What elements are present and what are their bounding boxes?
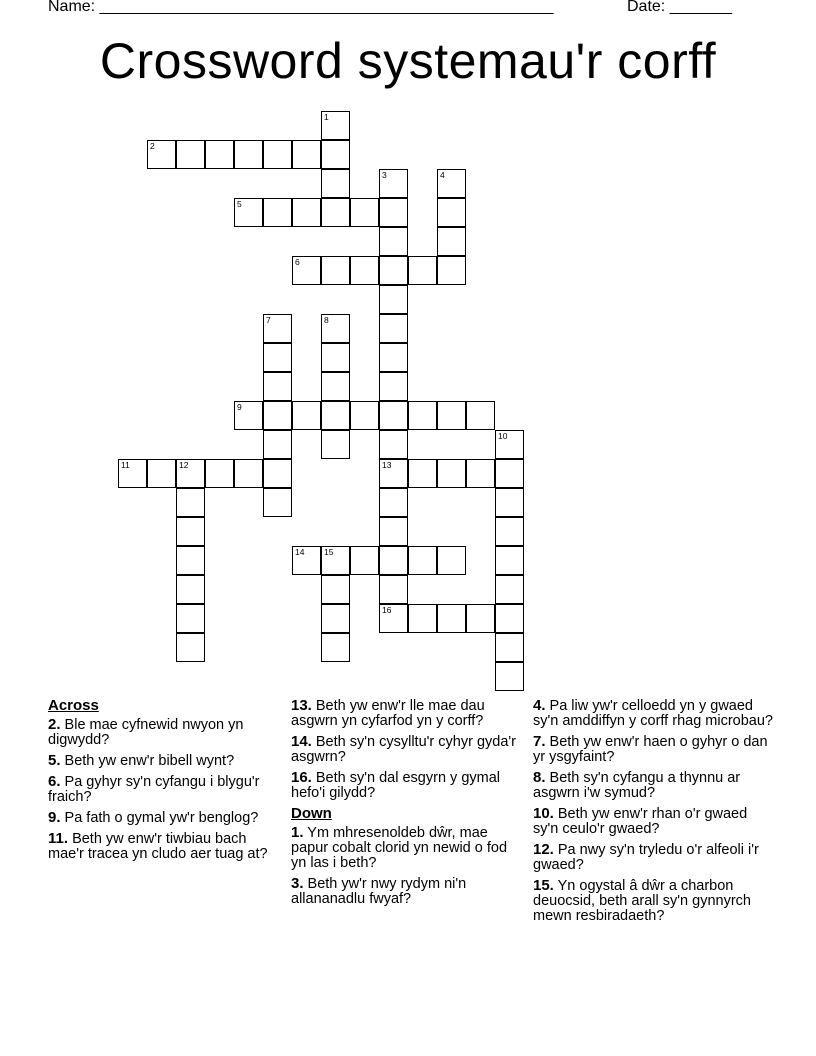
clues-column-1 xyxy=(48,698,273,867)
crossword-cell[interactable] xyxy=(321,430,350,459)
crossword-cell[interactable] xyxy=(408,256,437,285)
crossword-cell[interactable] xyxy=(234,198,263,227)
cell-number: 2 xyxy=(150,141,155,151)
crossword-cell[interactable] xyxy=(321,401,350,430)
clue-text: Pa liw yw'r celloedd yn y gwaed sy'n amddiffyn y corff rhag microbau? xyxy=(533,698,773,729)
crossword-cell[interactable] xyxy=(263,401,292,430)
clue-across-16 xyxy=(291,770,521,801)
crossword-cell[interactable] xyxy=(408,459,437,488)
cell-number: 12 xyxy=(179,460,189,470)
clue-number: 7. xyxy=(533,733,546,750)
crossword-cell[interactable] xyxy=(234,140,263,169)
clue-across-6 xyxy=(48,774,273,805)
crossword-cell[interactable] xyxy=(292,140,321,169)
crossword-cell[interactable] xyxy=(350,401,379,430)
date-field-label: Date: _______ xyxy=(627,0,732,15)
clue-across-5 xyxy=(48,753,273,769)
crossword-cell[interactable] xyxy=(437,256,466,285)
clue-text: Yn ogystal â dŵr a charbon deuocsid, beth arall sy'n gynnyrch mewn resbiradaeth? xyxy=(533,878,751,924)
clue-down-3 xyxy=(291,876,521,907)
crossword-cell[interactable] xyxy=(321,314,350,343)
clue-down-15 xyxy=(533,878,773,924)
clue-text: Ym mhresenoldeb dŵr, mae papur cobalt clorid yn newid o fod yn las i beth? xyxy=(291,825,508,871)
clue-text: Beth yw enw'r haen o gyhyr o dan yr ysgyfaint? xyxy=(533,734,768,765)
crossword-cell[interactable] xyxy=(466,401,495,430)
crossword-cell[interactable] xyxy=(263,198,292,227)
crossword-cell[interactable] xyxy=(495,459,524,488)
cell-number: 11 xyxy=(121,460,130,470)
crossword-cell[interactable] xyxy=(437,604,466,633)
clue-number: 12. xyxy=(533,841,554,858)
clue-across-9 xyxy=(48,810,273,826)
cell-number: 13 xyxy=(382,460,392,470)
cell-number: 15 xyxy=(324,547,334,557)
clue-text: Pa nwy sy'n tryledu o'r alfeoli i'r gwaed? xyxy=(533,842,759,873)
crossword-cell[interactable] xyxy=(321,111,350,140)
crossword-cell[interactable] xyxy=(321,256,350,285)
crossword-cell[interactable] xyxy=(379,575,408,604)
clue-number: 8. xyxy=(533,769,546,786)
crossword-cell[interactable] xyxy=(263,488,292,517)
crossword-cell[interactable] xyxy=(292,401,321,430)
crossword-cell[interactable] xyxy=(350,256,379,285)
clue-text: Pa gyhyr sy'n cyfangu i blygu'r fraich? xyxy=(48,774,260,805)
crossword-cell[interactable] xyxy=(176,604,205,633)
clue-down-10 xyxy=(533,806,773,837)
crossword-cell[interactable] xyxy=(263,343,292,372)
crossword-cell[interactable] xyxy=(234,401,263,430)
clues-column-2 xyxy=(291,698,521,912)
clue-text: Beth sy'n dal esgyrn y gymal hefo'i gilydd? xyxy=(291,770,500,801)
crossword-cell[interactable] xyxy=(292,198,321,227)
crossword-cell[interactable] xyxy=(176,633,205,662)
crossword-cell[interactable] xyxy=(321,546,350,575)
clue-number: 11. xyxy=(48,830,69,847)
crossword-cell[interactable] xyxy=(437,546,466,575)
clue-down-1 xyxy=(291,825,521,871)
cell-number: 3 xyxy=(382,170,387,180)
clue-down-12 xyxy=(533,842,773,873)
crossword-cell[interactable] xyxy=(350,546,379,575)
down-heading: Down xyxy=(291,805,332,822)
clue-number: 1. xyxy=(291,824,304,841)
clue-number: 6. xyxy=(48,773,61,790)
clue-down-7 xyxy=(533,734,773,765)
cell-number: 4 xyxy=(440,170,445,180)
clue-across-14 xyxy=(291,734,521,765)
crossword-cell[interactable] xyxy=(350,198,379,227)
clue-text: Beth yw enw'r bibell wynt? xyxy=(64,753,235,769)
clue-across-2 xyxy=(48,717,273,748)
clue-number: 13. xyxy=(291,697,312,714)
crossword-cell[interactable] xyxy=(205,459,234,488)
crossword-cell[interactable] xyxy=(321,140,350,169)
cell-number: 9 xyxy=(237,402,242,412)
crossword-cell[interactable] xyxy=(495,488,524,517)
crossword-cell[interactable] xyxy=(321,198,350,227)
across-heading: Across xyxy=(48,697,99,714)
crossword-cell[interactable] xyxy=(147,459,176,488)
crossword-cell[interactable] xyxy=(495,575,524,604)
crossword-cell[interactable] xyxy=(437,169,466,198)
crossword-cell[interactable] xyxy=(176,140,205,169)
crossword-cell[interactable] xyxy=(176,488,205,517)
crossword-cell[interactable] xyxy=(292,546,321,575)
crossword-cell[interactable] xyxy=(437,198,466,227)
cell-number: 5 xyxy=(237,199,242,209)
crossword-cell[interactable] xyxy=(321,604,350,633)
name-field-label: Name: ___________________________________________________ xyxy=(48,0,554,15)
crossword-cell[interactable] xyxy=(379,227,408,256)
crossword-cell[interactable] xyxy=(408,546,437,575)
crossword-cell[interactable] xyxy=(379,430,408,459)
crossword-cell[interactable] xyxy=(321,343,350,372)
crossword-cell[interactable] xyxy=(379,517,408,546)
clue-text: Pa fath o gymal yw'r benglog? xyxy=(64,810,259,826)
crossword-cell[interactable] xyxy=(495,430,524,459)
crossword-cell[interactable] xyxy=(379,169,408,198)
crossword-cell[interactable] xyxy=(176,546,205,575)
crossword-cell[interactable] xyxy=(176,575,205,604)
cell-number: 8 xyxy=(324,315,329,325)
crossword-cell[interactable] xyxy=(379,314,408,343)
cell-number: 1 xyxy=(324,112,329,122)
clue-text: Beth yw enw'r tiwbiau bach mae'r tracea yn cludo aer tuag at? xyxy=(48,831,268,862)
crossword-cell[interactable] xyxy=(292,256,321,285)
crossword-cell[interactable] xyxy=(379,604,408,633)
clue-number: 2. xyxy=(48,716,61,733)
clue-number: 9. xyxy=(48,809,61,826)
crossword-cell[interactable] xyxy=(379,488,408,517)
crossword-cell[interactable] xyxy=(379,372,408,401)
clue-number: 4. xyxy=(533,697,546,714)
clue-text: Beth yw'r nwy rydym ni'n allananadlu fwyaf? xyxy=(291,876,467,907)
clue-text: Beth yw enw'r rhan o'r gwaed sy'n ceulo'r gwaed? xyxy=(533,806,748,837)
crossword-cell[interactable] xyxy=(495,517,524,546)
clue-number: 14. xyxy=(291,733,312,750)
crossword-cell[interactable] xyxy=(437,459,466,488)
crossword-cell[interactable] xyxy=(263,459,292,488)
clue-down-4 xyxy=(533,698,773,729)
clue-number: 15. xyxy=(533,877,554,894)
crossword-cell[interactable] xyxy=(321,372,350,401)
clue-number: 5. xyxy=(48,752,61,769)
clue-number: 10. xyxy=(533,805,554,822)
crossword-cell[interactable] xyxy=(437,227,466,256)
crossword-cell[interactable] xyxy=(263,140,292,169)
crossword-cell[interactable] xyxy=(321,633,350,662)
crossword-cell[interactable] xyxy=(176,459,205,488)
crossword-cell[interactable] xyxy=(205,140,234,169)
crossword-cell[interactable] xyxy=(321,575,350,604)
crossword-cell[interactable] xyxy=(379,256,408,285)
crossword-cell[interactable] xyxy=(379,285,408,314)
cell-number: 16 xyxy=(382,605,392,615)
crossword-cell[interactable] xyxy=(321,169,350,198)
crossword-cell[interactable] xyxy=(379,198,408,227)
cell-number: 6 xyxy=(295,257,300,267)
clue-text: Ble mae cyfnewid nwyon yn digwydd? xyxy=(48,717,244,748)
crossword-cell[interactable] xyxy=(466,459,495,488)
clue-text: Beth sy'n cyfangu a thynnu ar asgwrn i'w symud? xyxy=(533,770,741,801)
crossword-cell[interactable] xyxy=(118,459,147,488)
clues-column-3 xyxy=(533,698,773,929)
cell-number: 10 xyxy=(498,431,508,441)
clue-text: Beth sy'n cysylltu'r cyhyr gyda'r asgwrn? xyxy=(291,734,516,765)
crossword-cell[interactable] xyxy=(466,604,495,633)
crossword-cell[interactable] xyxy=(495,546,524,575)
crossword-cell[interactable] xyxy=(263,372,292,401)
cell-number: 7 xyxy=(266,315,271,325)
page-title: Crossword systemau'r corff xyxy=(99,33,717,89)
crossword-cell[interactable] xyxy=(147,140,176,169)
crossword-cell[interactable] xyxy=(379,343,408,372)
cell-number: 14 xyxy=(295,547,305,557)
clue-number: 16. xyxy=(291,769,312,786)
crossword-cell[interactable] xyxy=(408,401,437,430)
crossword-cell[interactable] xyxy=(495,604,524,633)
crossword-cell[interactable] xyxy=(437,401,466,430)
clue-text: Beth yw enw'r lle mae dau asgwrn yn cyfarfod yn y corff? xyxy=(291,698,485,729)
crossword-cell[interactable] xyxy=(234,459,263,488)
crossword-cell[interactable] xyxy=(263,430,292,459)
crossword-cell[interactable] xyxy=(379,459,408,488)
crossword-cell[interactable] xyxy=(176,517,205,546)
clue-across-11 xyxy=(48,831,273,862)
clue-number: 3. xyxy=(291,875,304,892)
crossword-cell[interactable] xyxy=(263,314,292,343)
crossword-cell[interactable] xyxy=(495,662,524,691)
crossword-cell[interactable] xyxy=(379,401,408,430)
clue-down-8 xyxy=(533,770,773,801)
crossword-cell[interactable] xyxy=(379,546,408,575)
crossword-cell[interactable] xyxy=(408,604,437,633)
clue-across-13 xyxy=(291,698,521,729)
crossword-cell[interactable] xyxy=(495,633,524,662)
